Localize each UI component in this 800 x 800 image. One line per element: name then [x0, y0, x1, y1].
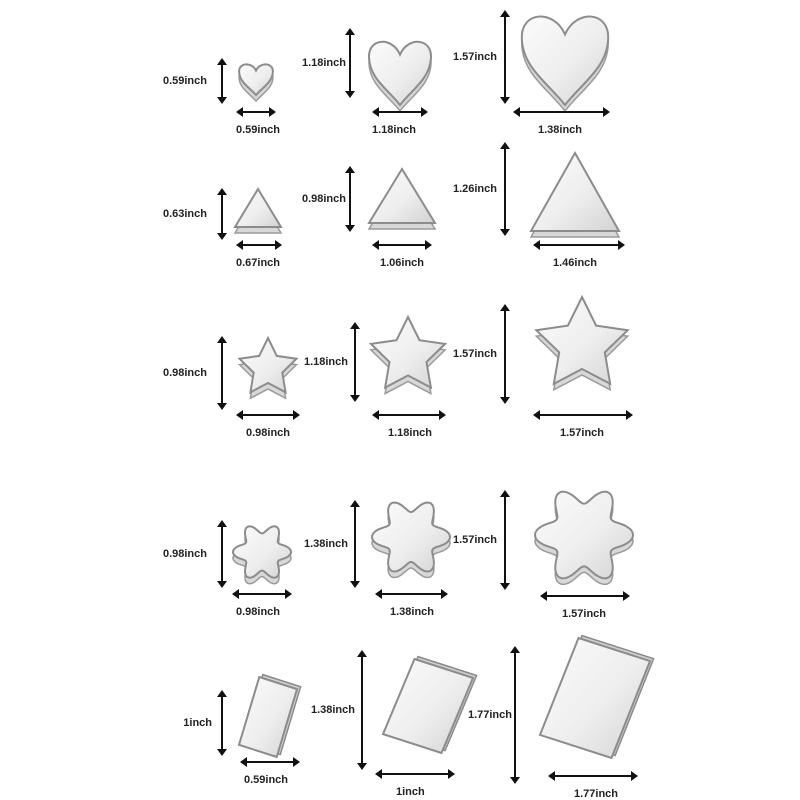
flower-cutter-2-width-arrow: [375, 589, 448, 599]
flower-cutter-2-width-label: 1.38inch: [390, 606, 435, 618]
heart-cutter-2: [369, 42, 431, 111]
flower-cutter-3: [535, 492, 633, 585]
triangle-cutter-1-height-label: 0.63inch: [162, 208, 207, 220]
star-cutter-3-height-arrow: [500, 304, 510, 404]
heart-cutter-1-height-label: 0.59inch: [162, 75, 207, 87]
star-cutter-2: [371, 317, 445, 394]
star-cutter-1-height-arrow: [217, 336, 227, 410]
diamond-cutter-2-height-label: 1.38inch: [310, 704, 355, 716]
star-cutter-1-height-label: 0.98inch: [162, 367, 207, 379]
star-cutter-1-width-label: 0.98inch: [246, 427, 291, 439]
diamond-cutter-2-width-label: 1inch: [396, 786, 425, 798]
flower-cutter-2: [372, 503, 450, 578]
star-cutter-2-height-arrow: [350, 322, 360, 402]
flower-cutter-3-height-arrow: [500, 490, 510, 590]
triangle-cutter-3-height-label: 1.26inch: [452, 183, 497, 195]
diamond-cutter-3-height-label: 1.77inch: [467, 709, 512, 721]
flower-cutter-1-height-label: 0.98inch: [162, 548, 207, 560]
heart-cutter-3: [522, 17, 608, 111]
triangle-cutter-2: [369, 169, 435, 229]
heart-cutter-3-width-label: 1.38inch: [538, 124, 583, 136]
triangle-cutter-2-width-arrow: [372, 240, 432, 250]
heart-cutter-1-width-arrow: [236, 107, 276, 117]
star-cutter-1-width-arrow: [236, 410, 300, 420]
diamond-cutter-1-height-arrow: [217, 690, 227, 756]
flower-cutter-1-width-arrow: [232, 589, 292, 599]
heart-cutter-3-height-arrow: [500, 10, 510, 104]
heart-cutter-2-height-label: 1.18inch: [301, 57, 346, 69]
star-cutter-3: [536, 297, 627, 390]
diamond-cutter-2-width-arrow: [375, 769, 455, 779]
heart-cutter-2-height-arrow: [345, 28, 355, 98]
triangle-cutter-1: [235, 189, 281, 233]
diamond-cutter-1-width-label: 0.59inch: [244, 774, 289, 786]
heart-cutter-1: [239, 64, 273, 101]
star-cutter-2-width-arrow: [372, 410, 446, 420]
diamond-cutter-1-width-arrow: [240, 757, 300, 767]
heart-cutter-2-width-label: 1.18inch: [372, 124, 417, 136]
star-cutter-3-width-arrow: [533, 410, 633, 420]
triangle-cutter-1-height-arrow: [217, 188, 227, 240]
diamond-cutter-1-height-label: 1inch: [183, 717, 212, 729]
triangle-cutter-2-height-arrow: [345, 166, 355, 232]
flower-cutter-3-width-label: 1.57inch: [562, 608, 607, 620]
diamond-cutter-1: [239, 675, 301, 757]
triangle-cutter-1-width-label: 0.67inch: [236, 257, 281, 269]
flower-cutter-1-width-label: 0.98inch: [236, 606, 281, 618]
triangle-cutter-3-width-label: 1.46inch: [553, 257, 598, 269]
diamond-cutter-2-height-arrow: [357, 650, 367, 770]
flower-cutter-1-height-arrow: [217, 520, 227, 588]
triangle-cutter-3-width-arrow: [533, 240, 625, 250]
triangle-cutter-1-width-arrow: [236, 240, 282, 250]
diamond-cutter-2: [383, 657, 477, 753]
triangle-cutter-3: [531, 153, 619, 237]
triangle-cutter-3-height-arrow: [500, 142, 510, 236]
star-cutter-3-width-label: 1.57inch: [560, 427, 605, 439]
heart-cutter-1-height-arrow: [217, 58, 227, 104]
flower-cutter-3-height-label: 1.57inch: [452, 534, 497, 546]
diamond-cutter-3-width-label: 1.77inch: [574, 788, 619, 800]
star-cutter-3-height-label: 1.57inch: [452, 348, 497, 360]
triangle-cutter-2-width-label: 1.06inch: [380, 257, 425, 269]
heart-cutter-1-width-label: 0.59inch: [236, 124, 281, 136]
flower-cutter-2-height-label: 1.38inch: [303, 538, 348, 550]
heart-cutter-3-height-label: 1.57inch: [452, 51, 497, 63]
diamond-cutter-3: [540, 636, 654, 758]
triangle-cutter-2-height-label: 0.98inch: [301, 193, 346, 205]
star-cutter-2-width-label: 1.18inch: [388, 427, 433, 439]
diamond-cutter-3-width-arrow: [548, 771, 638, 781]
flower-cutter-3-width-arrow: [540, 591, 630, 601]
star-cutter-2-height-label: 1.18inch: [303, 356, 348, 368]
heart-cutter-3-width-arrow: [513, 107, 610, 117]
flower-cutter-1: [233, 526, 291, 583]
flower-cutter-2-height-arrow: [350, 500, 360, 588]
star-cutter-1: [240, 338, 297, 398]
